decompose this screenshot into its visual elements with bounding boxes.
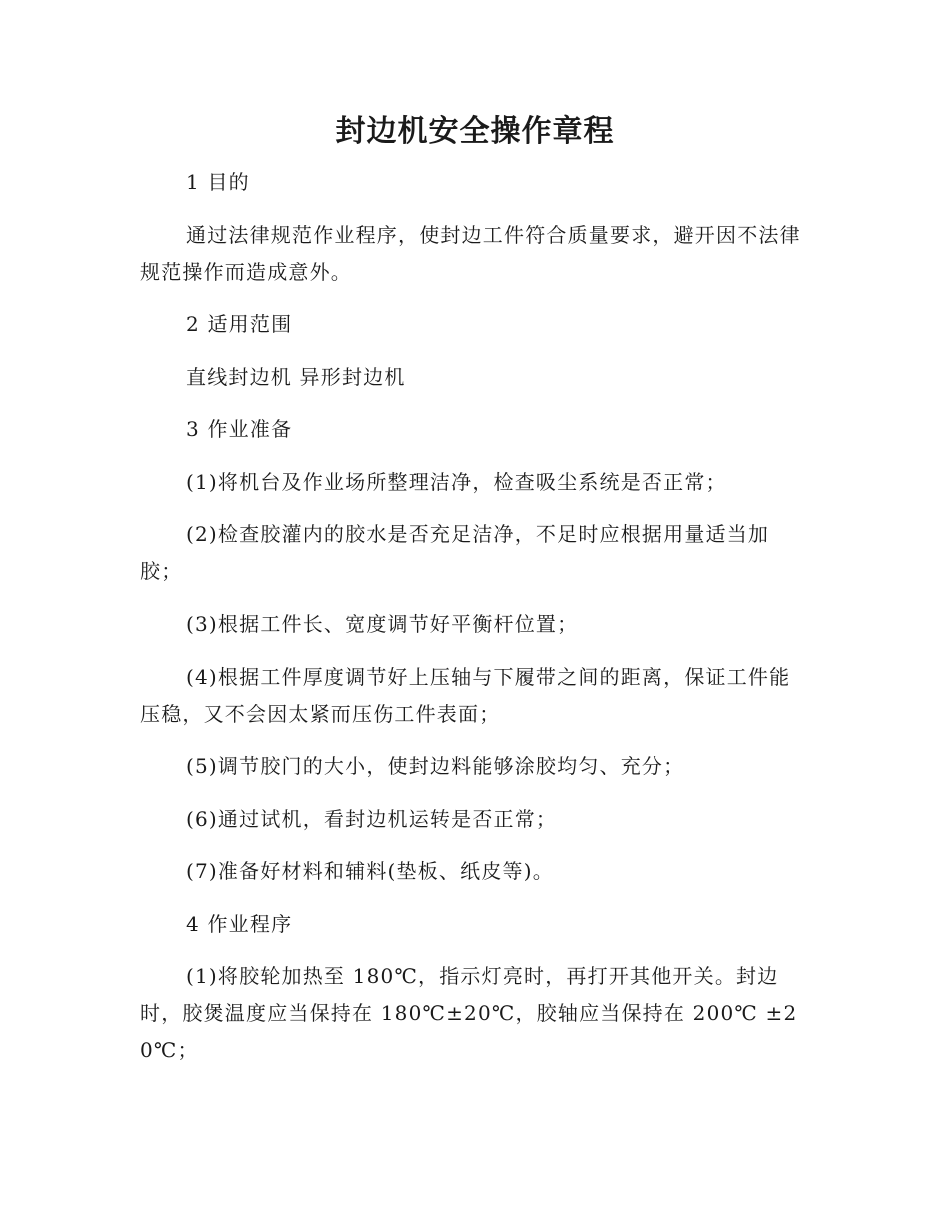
paragraph-scope: 直线封边机 异形封边机 — [186, 365, 406, 389]
document-title: 封边机安全操作章程 — [335, 114, 615, 149]
list-item-prep-2: (2)检查胶灌内的胶水是否充足洁净，不足时应根据用量适当加胶； — [140, 522, 770, 583]
section-heading-procedure: 4 作业程序 — [186, 912, 293, 936]
list-item-prep-5: (5)调节胶门的大小，使封边料能够涂胶均匀、充分； — [186, 754, 685, 778]
list-item-prep-1: (1)将机台及作业场所整理洁净，检查吸尘系统是否正常； — [186, 470, 727, 494]
list-item-prep-7: (7)准备好材料和辅料(垫板、纸皮等)。 — [186, 859, 554, 883]
section-heading-scope: 2 适用范围 — [186, 312, 293, 336]
section-heading-preparation: 3 作业准备 — [186, 417, 293, 441]
list-item-prep-6: (6)通过试机，看封边机运转是否正常； — [186, 807, 558, 831]
paragraph-purpose: 通过法律规范作业程序，使封边工件符合质量要求，避开因不法律规范操作而造成意外。 — [140, 223, 801, 284]
list-item-prep-3: (3)根据工件长、宽度调节好平衡杆位置； — [186, 612, 579, 636]
list-item-prep-4: (4)根据工件厚度调节好上压轴与下履带之间的距离，保证工件能压稳，又不会因太紧而压伤工件表面； — [140, 665, 791, 726]
list-item-procedure-1: (1)将胶轮加热至 180℃，指示灯亮时，再打开其他开关。封边时，胶煲温度应当保持在 180℃±20℃，胶轴应当保持在 200℃ ±20℃； — [140, 964, 798, 1062]
section-heading-purpose: 1 目的 — [186, 170, 250, 194]
